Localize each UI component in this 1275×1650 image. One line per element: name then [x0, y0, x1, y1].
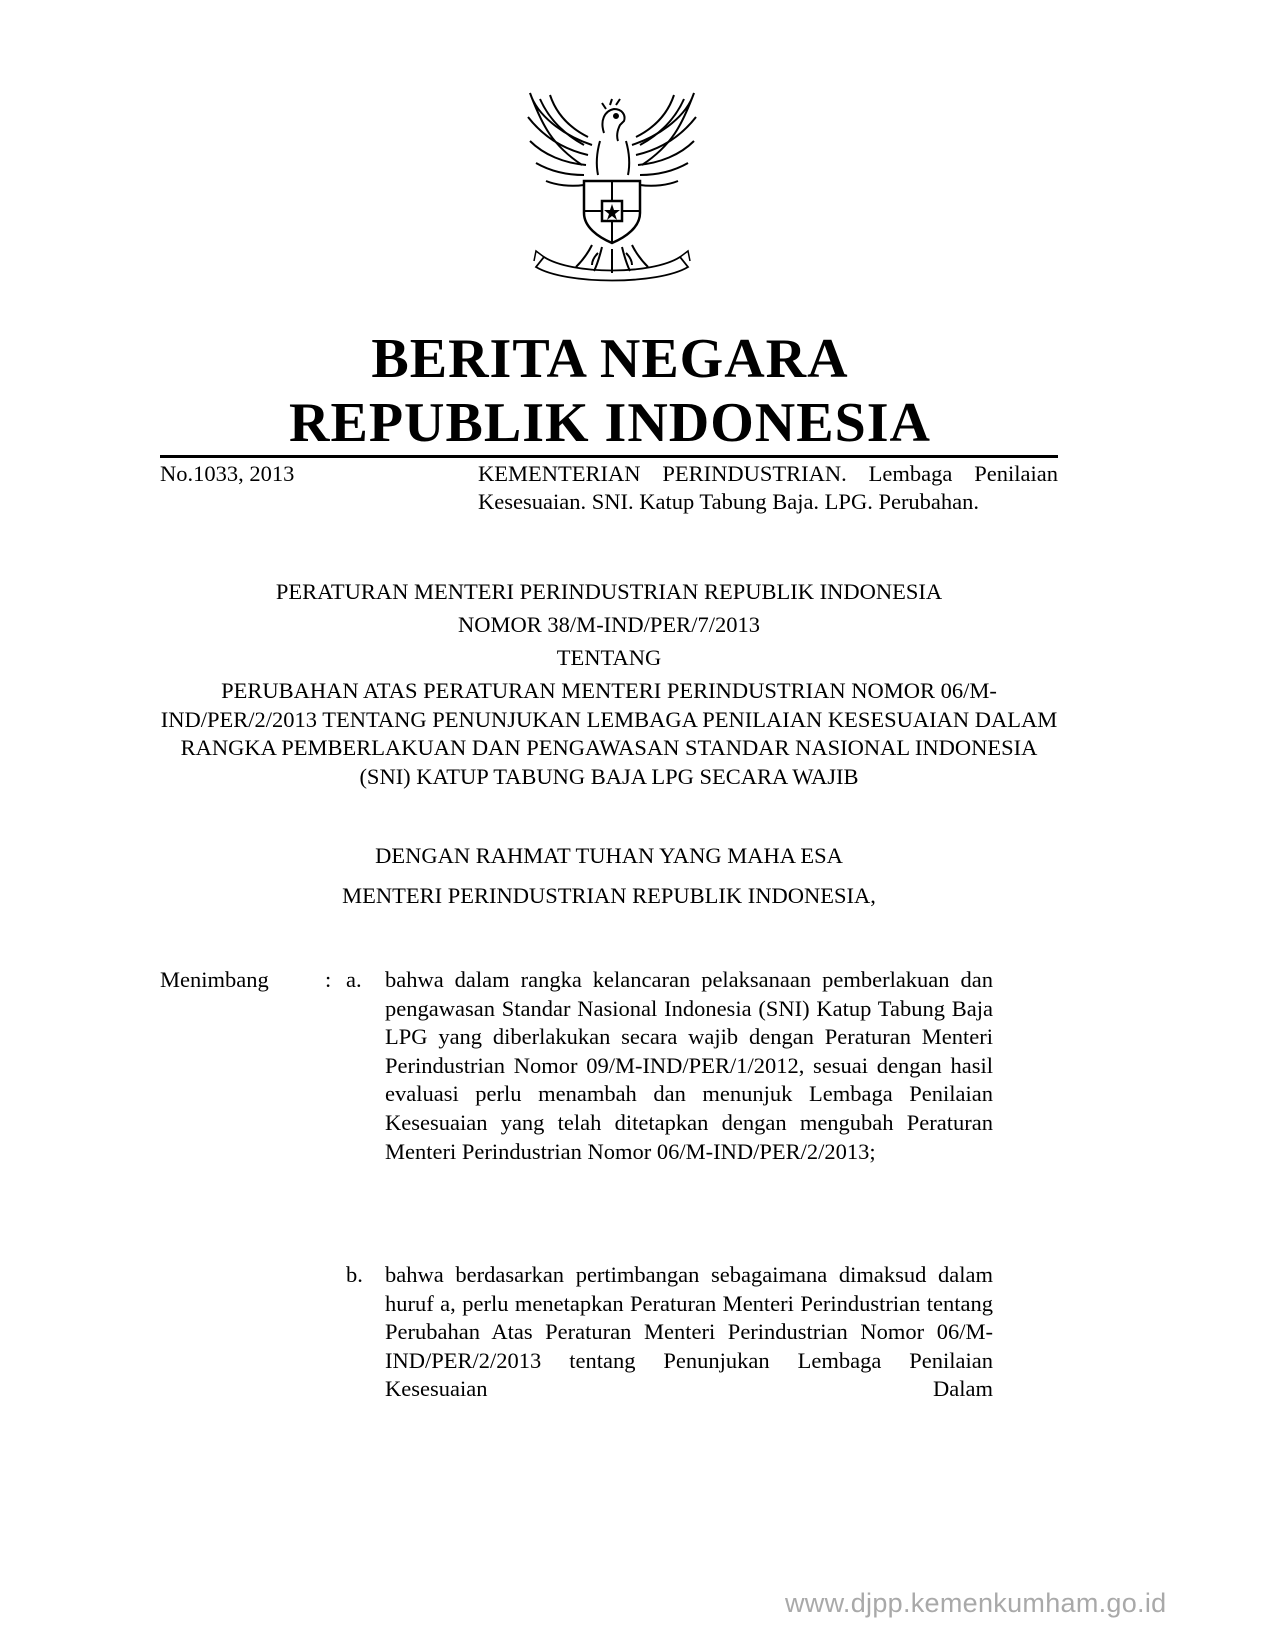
considering-label: Menimbang [160, 967, 269, 992]
regulation-type: PERATURAN MENTERI PERINDUSTRIAN REPUBLIK INDONESIA [275, 579, 943, 604]
gazette-number: No.1033, 2013 [160, 461, 295, 486]
gazette-title-line1: BERITA NEGARA [371, 328, 849, 390]
considering-colon: : [325, 967, 332, 992]
garuda-pancasila-emblem-icon [522, 85, 702, 285]
regulation-subject: PERUBAHAN ATAS PERATURAN MENTERI PERINDUSTRIAN NOMOR 06/M-IND/PER/2/2013 TENTANG PENUNJUKAN LEMBAGA PENILAIAN KESESUAIAN DALAM RANGKA PEMBERLAKUAN DAN PENGAWASAN STANDAR NASIONAL INDONESIA (SNI) KATUP TABUNG BAJA LPG SECARA WAJIB [160, 678, 1058, 789]
header-divider [160, 455, 1058, 458]
regulation-about: TENTANG [556, 645, 662, 670]
considering-item-letter: b. [346, 1262, 363, 1287]
regulation-number: NOMOR 38/M-IND/PER/7/2013 [458, 612, 760, 637]
regulation-issuer: MENTERI PERINDUSTRIAN REPUBLIK INDONESIA, [342, 883, 876, 908]
regulation-grace: DENGAN RAHMAT TUHAN YANG MAHA ESA [375, 843, 843, 868]
gazette-title-line2: REPUBLIK INDONESIA [289, 392, 931, 454]
watermark-url: www.djpp.kemenkumham.go.id [785, 1588, 1167, 1618]
considering-item-text: bahwa berdasarkan pertimbangan sebagaimana dimaksud dalam huruf a, perlu menetapkan Peraturan Menteri Perindustrian tentang Perubahan Atas Peraturan Menteri Perindustrian Nomor 06/M-IND/PER/2/2013 tentang Penunjukan Lembaga Penilaian Kesesuaian Dalam [385, 1262, 993, 1402]
considering-item-text: bahwa dalam rangka kelancaran pelaksanaan pemberlakuan dan pengawasan Standar Nasional Indonesia (SNI) Katup Tabung Baja LPG yang diberlakukan secara wajib dengan Peraturan Menteri Perindustrian Nomor 09/M-IND/PER/1/2012, sesuai dengan hasil evaluasi perlu menambah dan menunjuk Lembaga Penilaian Kesesuaian yang telah ditetapkan dengan mengubah Peraturan Menteri Perindustrian Nomor 06/M-IND/PER/2/2013; [385, 967, 993, 1164]
gazette-description: KEMENTERIAN PERINDUSTRIAN. Lembaga Penilaian Kesesuaian. SNI. Katup Tabung Baja. LPG. Perubahan. [478, 461, 1058, 514]
considering-item-letter: a. [346, 967, 362, 992]
